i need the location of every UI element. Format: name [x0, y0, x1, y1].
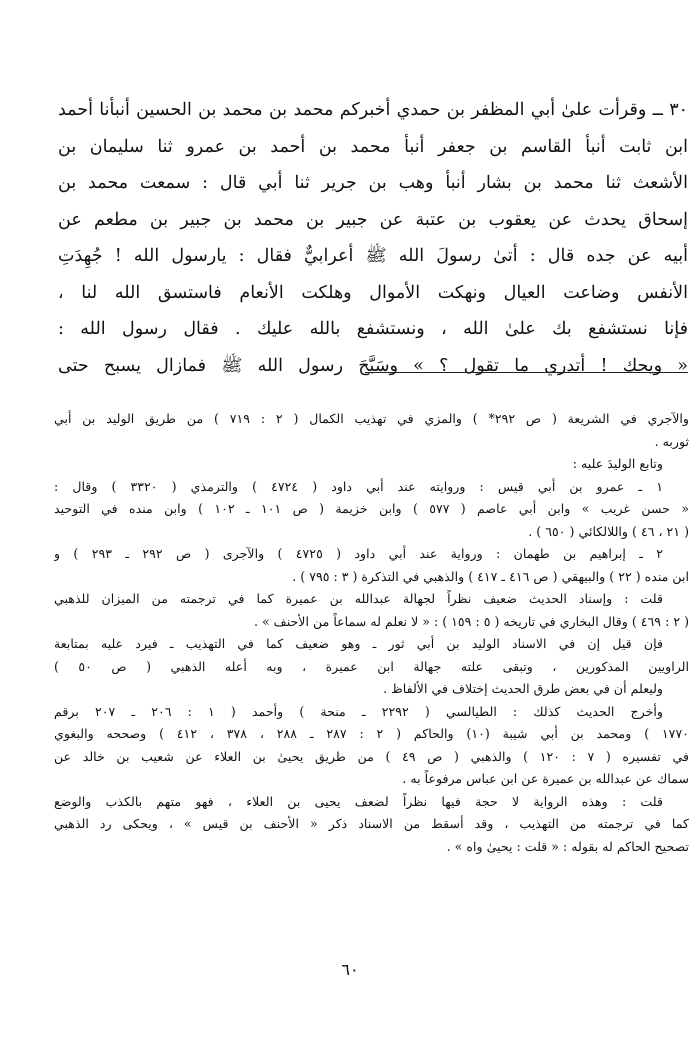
- footnote-line: قلت : وإسناد الحديث ضعيف نظراً لجهالة عبدالله بن عميرة كما في ترجمته من الميزان للذهبي: [54, 591, 663, 606]
- page-number: ٦٠: [341, 960, 359, 979]
- main-text-line: ابن ثابت أنبأ القاسم بن جعفر أنبأ محمد بن أحمد بن عمرو ثنا سليمان بن: [58, 136, 688, 157]
- footnote-divider: [365, 372, 688, 373]
- main-text-line: فإنا نستشفع بك علىٰ الله ، ونستشفع بالله عليك . فقال رسول الله :: [58, 319, 688, 339]
- main-text-line: « ويحك ! أتدري ما تقول ؟ » وسَبَّحَ رسول الله ﷺ فمازال يسبح حتى: [58, 355, 688, 376]
- footnote-line: ( ٢ : ٤٦٩ ) وقال البخاري في تاريخه ( ٥ : ١٥٩ ) : « لا نعلم له سماعاً من الأحنف » .: [253, 613, 689, 629]
- footnote-line: وتابع الوليدَ عليه :: [572, 456, 663, 471]
- footnote-line: كما في ترجمته من التهذيب ، وقد أسقط من الاسناد ذكر « الأحنف بن قيس » ، ويحكى رد الذهبي: [54, 816, 689, 831]
- footnote-line: وليعلم أن في بعض طرق الحديث إختلاف في الألفاظ .: [383, 681, 663, 696]
- footnote-line: في تفسيره ( ٧ : ١٢٠ ) والذهبي ( ص ٤٩ ) من طريق يحيىٰ بن العلاء عن شعيب بن خالد عن: [54, 748, 689, 764]
- footnote-line: قلت : وهذه الرواية لا حجة فيها نظراً لضعف يحيى بن العلاء ، فهو متهم بالكذب والوضع: [54, 793, 663, 809]
- footnotes-block: [54, 408, 689, 858]
- footnote-line: الراويين المذكورين ، وتبقى علته جهالة ابن عميرة ، وبه أعله الذهبي ( ص ٥٠ ): [54, 658, 689, 674]
- footnote-line: ابن منده ( ٢٢ ) والبيهقي ( ص ٤١٦ ـ ٤١٧ ) والذهبي في التذكرة ( ٣ : ٧٩٥ ) .: [292, 568, 689, 584]
- main-text-block: [58, 92, 688, 384]
- footnote-line: وأخرج الحديث كذلك : الطيالسي ( ٢٢٩٢ ـ منحة ) وأحمد ( ١ : ٢٠٦ ـ ٢٠٧ برقم: [54, 703, 663, 719]
- footnote-line: فإن قيل إن في الاسناد الوليد بن أبي ثور ـ وهو ضعيف كما في التهذيب ـ فيرد عليه بمتابعة: [54, 636, 663, 651]
- footnote-line: ٢ ـ إبراهيم بن طهمان : ورواية عند أبي داود ( ٤٧٢٥ ) والآجرى ( ص ٢٩٢ ـ ٢٩٣ ) و: [54, 546, 663, 561]
- footnote-line: تصحيح الحاكم له بقوله : « قلت : يحيىٰ واه » .: [446, 838, 689, 854]
- main-text-line: الأشعث ثنا محمد بن بشار أنبأ وهب بن جرير ثنا أبي قال : سمعت محمد بن: [58, 173, 688, 193]
- footnote-line: والآجري في الشريعة ( ص ٢٩٢* ) والمزي في تهذيب الكمال ( ٢ : ٧١٩ ) من طريق الوليد بن أبي: [54, 411, 689, 426]
- main-text-line: أبيه عن جده قال : أتىٰ رسولَ الله ﷺ أعرابيٌّ فقال : يارسول الله ! جُهِدَتِ: [58, 246, 688, 266]
- main-text-line: الأنفس وضاعت العيال ونهكت الأموال وهلكت الأنعام فاستسق الله لنا ،: [58, 282, 688, 303]
- main-text-line: إسحاق يحدث عن يعقوب بن عتبة عن جبير بن محمد بن جبير بن مطعم عن: [58, 209, 688, 230]
- footnote-line: ( ٢١ ، ٤٦ ) واللالكائي ( ٦٥٠ ) .: [528, 523, 689, 539]
- footnote-line: ١ ـ عمرو بن أبي قيس : وروايته عند أبي داود ( ٤٧٢٤ ) والترمذي ( ٣٣٢٠ ) وقال :: [54, 478, 663, 494]
- footnote-line: « حسن غريب » وابن أبي عاصم ( ٥٧٧ ) وابن خزيمة ( ص ١٠١ ـ ١٠٢ ) وابن منده في التوحيد: [54, 501, 689, 516]
- footnote-line: ١٧٧٠ ) ومحمد بن أبي شيبة (١٠) والحاكم ( ٢ : ٢٨٧ ـ ٢٨٨ ، ٣٧٨ ، ٤١٢ ) وصححه والبغوي: [54, 726, 689, 741]
- footnote-line: سماك عن عبدالله بن عميرة عن ابن عباس مرفوعاً به .: [402, 771, 689, 786]
- main-text-line: ٣٠ ــ وقرأت علىٰ أبي المظفر بن حمدي أخبركم محمد بن محمد بن الحسين أنبأنا أحمد: [58, 100, 688, 120]
- footnote-line: ثوربه .: [654, 433, 689, 449]
